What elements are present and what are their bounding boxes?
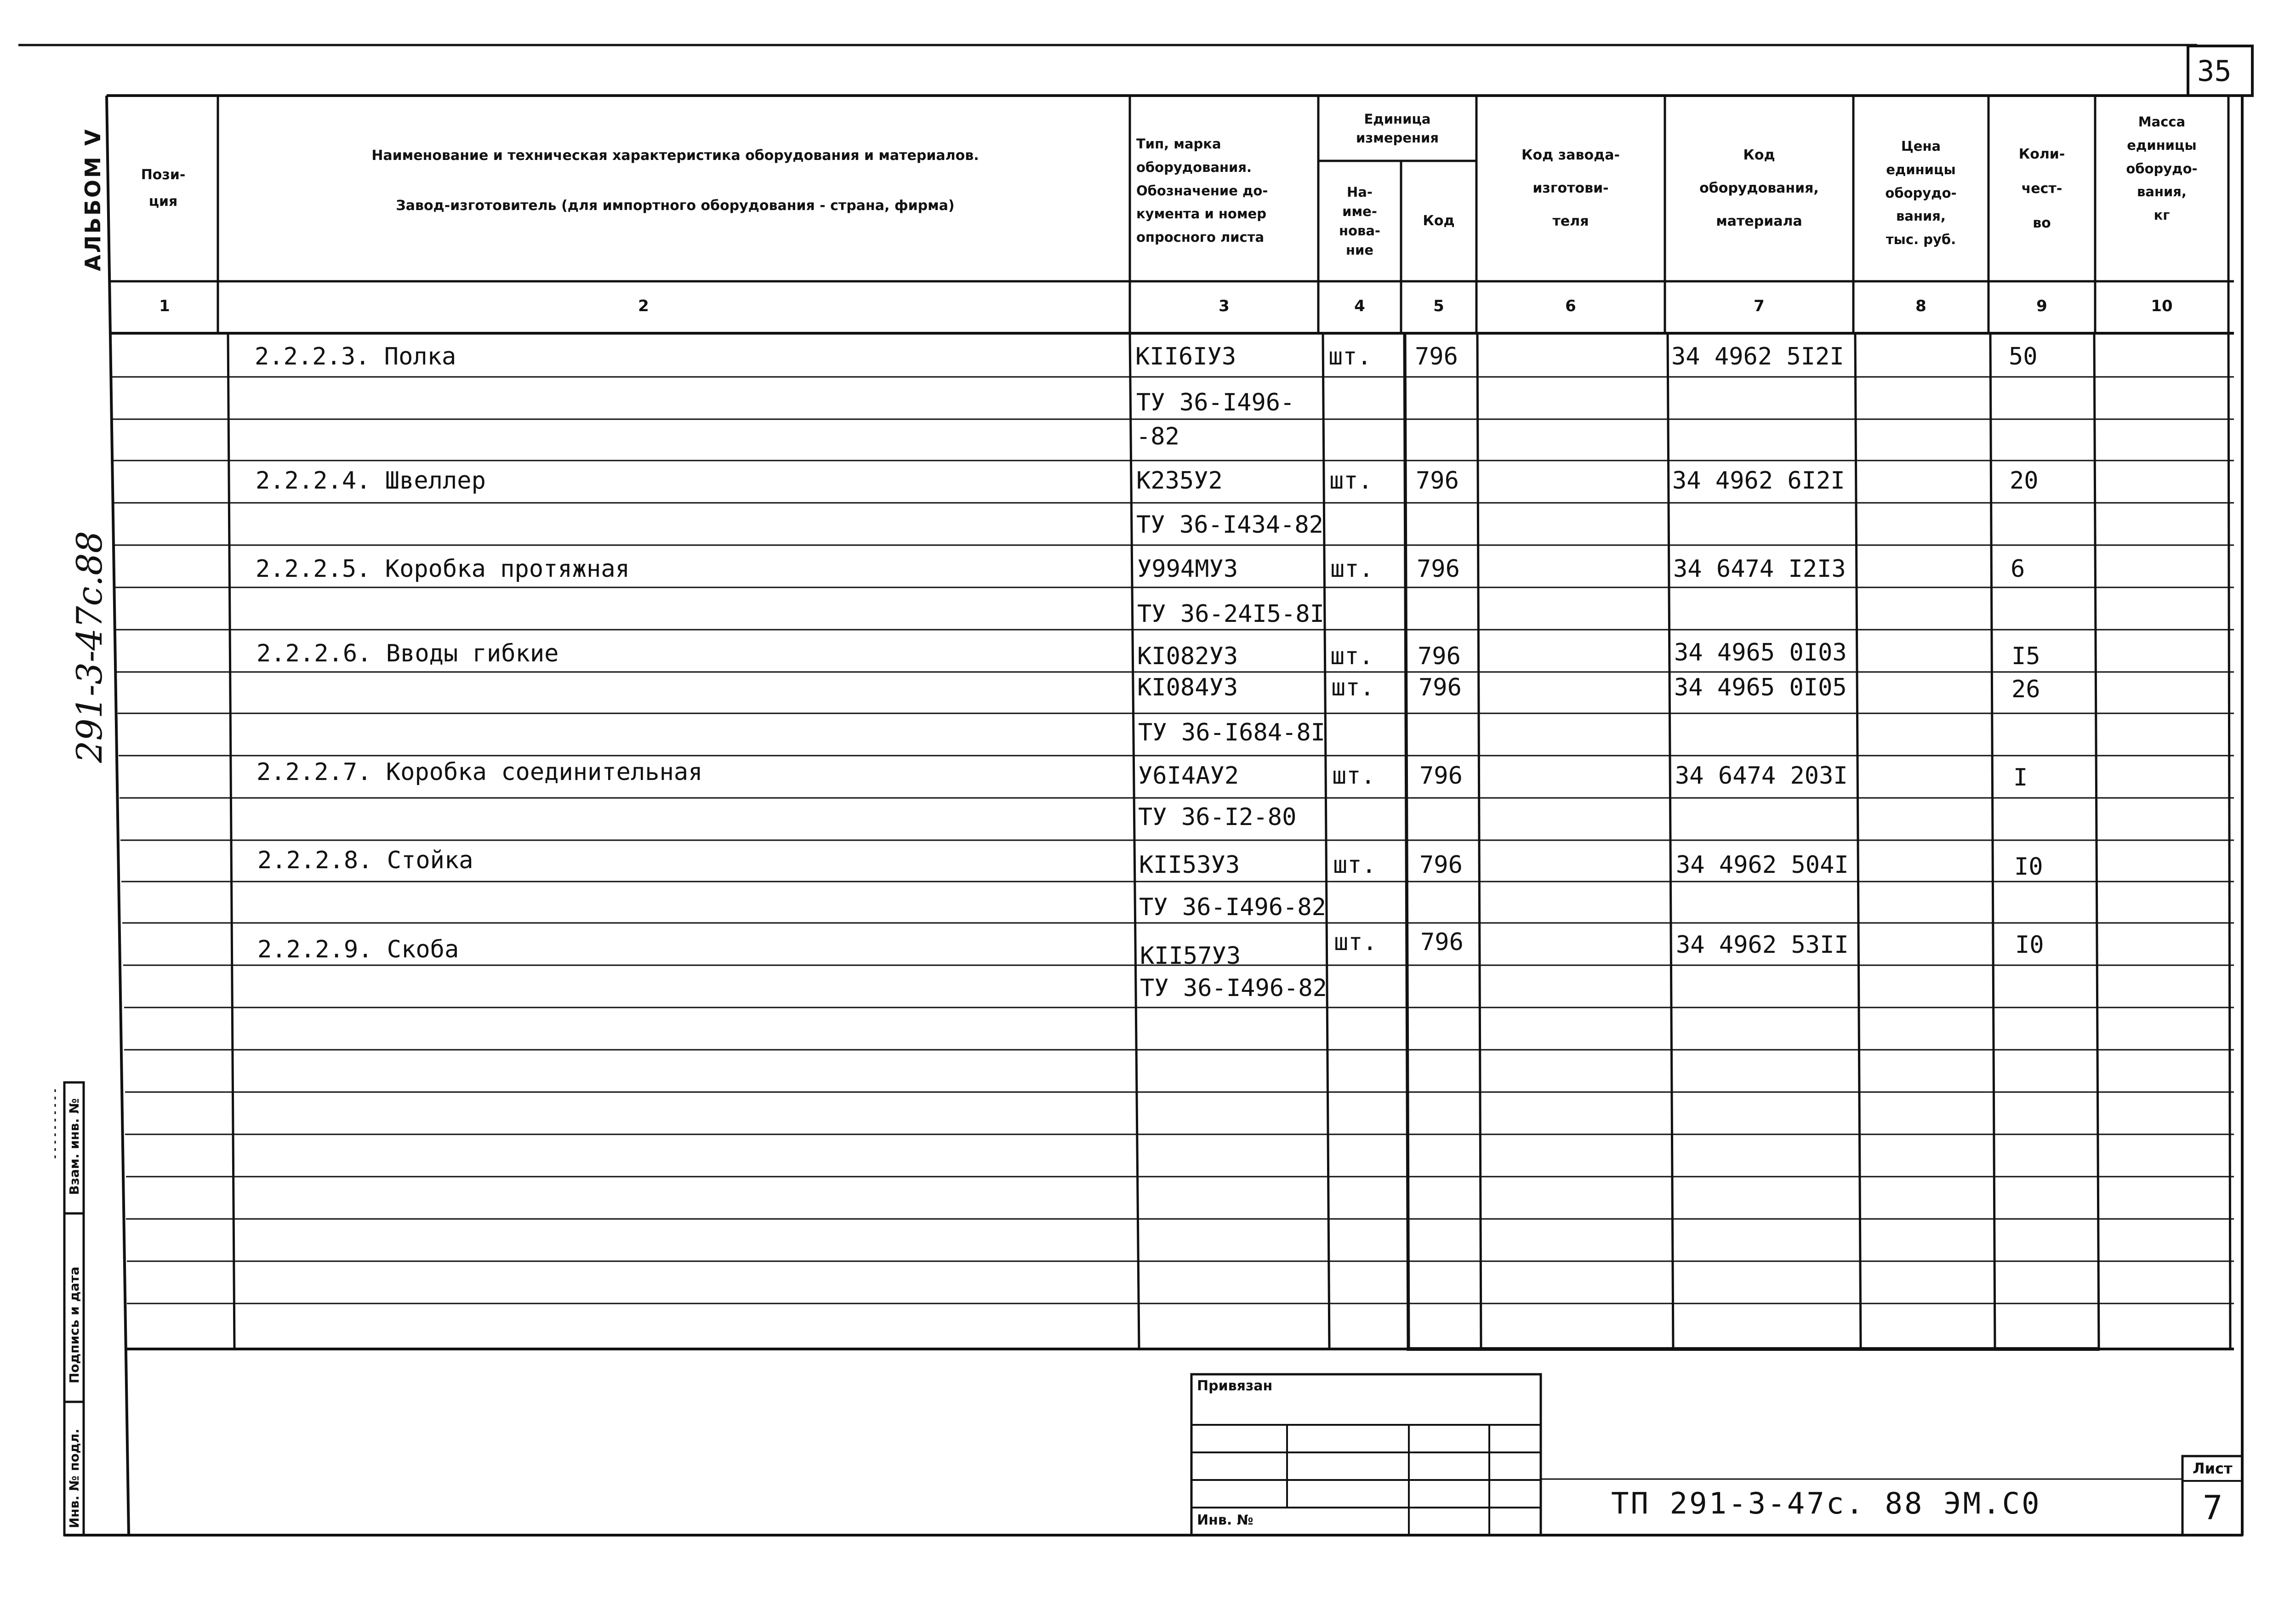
item-material-code: 34 4962 5I2I [1671,343,1844,370]
item-unit: шт. [1328,343,1372,370]
column-number: 1 [159,297,170,315]
sheet-number: 7 [2203,1488,2223,1527]
header-type [1132,103,1318,278]
sheet-number-top: 35 [2197,54,2232,88]
item-name: 2.2.2.7. Коробка соединительная [256,758,703,786]
item-material-code: 34 4965 0I05 [1674,674,1847,701]
item-quantity: 26 [2011,676,2040,703]
header-quantity [1988,97,2095,280]
item-type: У6I4АУ2 [1138,762,1239,790]
column-number: 9 [2036,297,2047,315]
column-number: 5 [1433,297,1444,315]
item-material-code: 34 4962 504I [1676,851,1849,879]
column-number: 6 [1565,297,1576,315]
header-name-line2: Завод-изготовитель (для импортного оборудования - страна, фирма) [396,197,955,214]
header-factory-code-text: Код завода- изготови- теля [1521,147,1620,229]
item-material-code: 34 4962 6I2I [1672,467,1845,495]
item-type: КII6IУ3 [1135,343,1236,370]
item-type: КI084У3 [1137,674,1238,701]
item-type: КII53У3 [1139,851,1240,879]
header-unit-name [1318,162,1401,280]
header-price-text: Цена единицы оборудо- вания, тыс. руб. [1885,138,1957,248]
item-quantity: I [2013,764,2028,791]
item-quantity: 50 [2009,343,2038,370]
column-number: 2 [638,297,649,315]
header-unit-code [1401,162,1476,280]
header-price [1853,106,1988,280]
header-name [221,97,1130,280]
item-type: -82 [1136,423,1179,450]
item-name: 2.2.2.3. Полка [255,343,456,370]
item-material-code: 34 6474 I2I3 [1673,555,1846,583]
album-label: АЛЬБОМ V [80,127,105,271]
item-type: У994МУ3 [1137,555,1238,583]
item-material-code: 34 4965 0I03 [1674,639,1847,666]
item-unit-code: 796 [1419,762,1463,790]
item-type: ТУ 36-I496-82 [1139,894,1326,921]
stamp-signature-date: Подпись и дата [67,1266,82,1383]
header-mass-text: Масса единицы оборудо- вания, кг [2126,114,2198,223]
column-number: 10 [2151,297,2173,315]
item-type: К235У2 [1136,467,1223,495]
item-unit: шт. [1334,928,1377,956]
item-quantity: I0 [2015,931,2044,959]
item-quantity: I5 [2011,643,2040,670]
document-code: ТП 291-3-47с. 88 ЭМ.С0 [1611,1487,2041,1521]
item-unit: шт. [1330,555,1373,583]
item-unit: шт. [1333,851,1376,879]
header-position-text: Пози- ция [141,166,186,210]
item-unit: шт. [1331,674,1374,701]
column-number: 8 [1915,297,1926,315]
project-number-handwritten: 291-3-47с.88 [69,531,110,763]
item-unit: шт. [1332,762,1375,790]
item-name: 2.2.2.5. Коробка протяжная [256,555,630,583]
column-number: 3 [1219,297,1230,315]
stamp-inv-original: Инв. № подл. [67,1429,82,1528]
item-type: ТУ 36-I684-8I [1138,719,1325,746]
header-name-line1: Наименование и техническая характеристика оборудования и материалов. [371,148,979,164]
item-unit-code: 796 [1418,643,1461,670]
header-material-code-text: Код оборудования, материала [1699,147,1819,229]
header-mass [2095,101,2228,276]
item-type: КI082У3 [1137,643,1238,670]
item-unit-code: 796 [1417,555,1460,583]
privyazan-inv-number: Инв. № [1197,1512,1253,1528]
item-type: ТУ 36-I2-80 [1138,803,1297,831]
item-unit-code: 796 [1419,674,1462,701]
item-unit-code: 796 [1415,343,1458,370]
item-unit-code: 796 [1416,467,1459,495]
item-type: КII57У3 [1140,942,1241,970]
item-unit-code: 796 [1419,851,1463,879]
item-unit: шт. [1330,643,1373,670]
header-unit-code-text: Код [1423,212,1455,229]
header-factory-code [1476,97,1665,280]
header-unit-group-text: Единица измерения [1356,111,1439,146]
stamp-vzam-inv: Взам. инв. № [67,1098,82,1195]
header-type-text: Тип, марка оборудования. Обозначение до- кумента и номер опросного листа [1136,136,1268,245]
item-quantity: 20 [2010,467,2039,495]
item-unit-code: 796 [1420,928,1464,956]
item-name: 2.2.2.9. Скоба [257,936,459,963]
item-material-code: 34 6474 203I [1675,762,1848,790]
item-quantity: 6 [2011,555,2025,583]
header-quantity-text: Коли- чест- во [2018,146,2065,231]
privyazan-title: Привязан [1197,1378,1273,1394]
sheet-label: Лист [2193,1460,2233,1477]
item-type: ТУ 36-24I5-8I [1137,600,1324,628]
item-material-code: 34 4962 53II [1676,931,1849,959]
item-quantity: I0 [2014,853,2043,881]
item-type: ТУ 36-I434-82 [1136,511,1323,539]
header-material-code [1665,97,1853,280]
header-position [108,97,218,280]
item-type: ТУ 36-I496- [1136,389,1295,416]
header-unit-name-text: На- име- нова- ние [1339,184,1380,258]
header-unit-group [1318,97,1476,161]
item-name: 2.2.2.6. Вводы гибкие [256,640,559,667]
item-type: ТУ 36-I496-82 [1140,974,1327,1002]
item-name: 2.2.2.4. Швеллер [256,467,486,495]
item-unit: шт. [1329,467,1373,495]
column-number: 4 [1354,297,1365,315]
column-number: 7 [1754,297,1765,315]
item-name: 2.2.2.8. Стойка [257,847,473,874]
